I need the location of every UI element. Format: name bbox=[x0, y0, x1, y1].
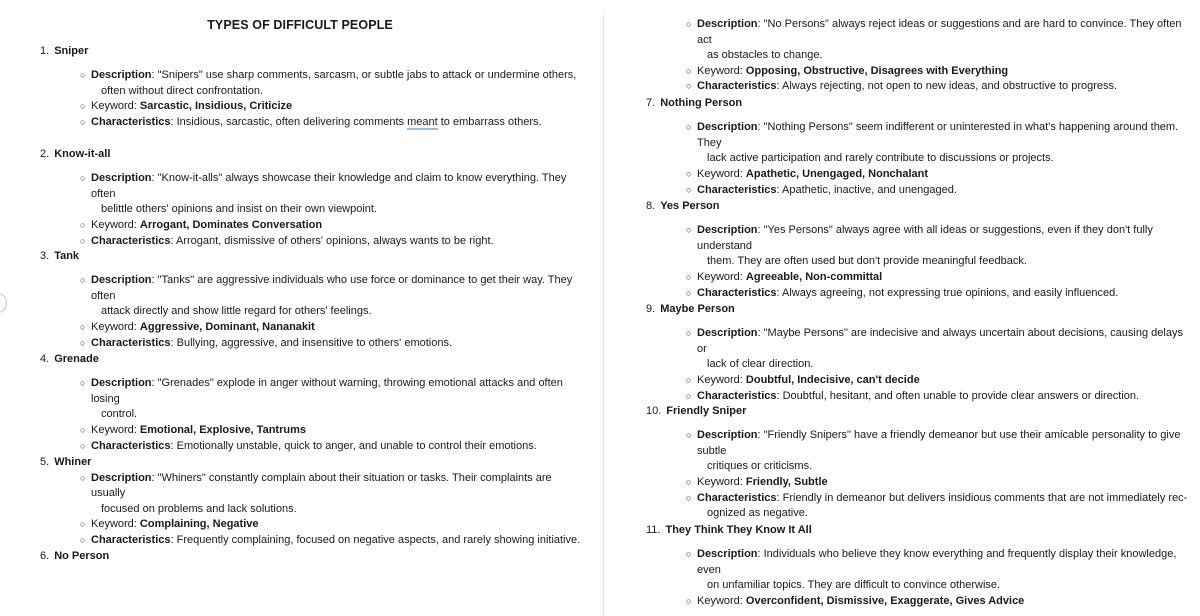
characteristics-item: ○ Characteristics: Bullying, aggressive, and insensitive to others' emotions. bbox=[81, 336, 585, 352]
description-item: ○ Description: "Know-it-alls" always showcase their knowledge and claim to know everything. They often belittle others' opinions and insist on their own viewpoint. bbox=[81, 171, 585, 218]
characteristics-item: ○ Characteristics: Frequently complaining, focused on negative aspects, and rarely showing initiative. bbox=[81, 533, 585, 549]
section-maybe-person bbox=[646, 302, 1194, 404]
section-bullets bbox=[81, 68, 585, 130]
section-bullets bbox=[81, 171, 585, 249]
section-heading: 6. No Person bbox=[40, 550, 110, 562]
section-bullets bbox=[687, 120, 1194, 198]
section-heading: 4. Grenade bbox=[40, 353, 99, 365]
characteristics-item: ○ Characteristics: Always rejecting, not open to new ideas, and obstructive to progress. bbox=[687, 79, 1194, 95]
section-grenade bbox=[40, 352, 585, 454]
description-item: ○ Description: "Tanks" are aggressive individuals who use force or dominance to get their way. They often attack directly and show little regard for others' feelings. bbox=[81, 273, 585, 320]
section-tank bbox=[40, 249, 585, 367]
description-item: ○ Description: Individuals who believe they know everything and frequently display their knowledge, even on unfamiliar topics. They are difficult to convince otherwise. bbox=[687, 547, 1194, 594]
section-heading: 10. Friendly Sniper bbox=[646, 405, 747, 417]
characteristics-item: ○ Characteristics: Emotionally unstable, quick to anger, and unable to control their emotions. bbox=[81, 439, 585, 455]
keyword-item: ○ Keyword: Sarcastic, Insidious, Criticize bbox=[81, 99, 585, 115]
section-heading: 8. Yes Person bbox=[646, 200, 720, 212]
characteristics-item: ○ Characteristics: Insidious, sarcastic, often delivering comments meant to embarrass others. bbox=[81, 115, 585, 131]
document-page-right bbox=[604, 0, 1200, 616]
section-nothing-person bbox=[646, 96, 1194, 198]
section-bullets bbox=[687, 428, 1194, 522]
keyword-item: ○ Keyword: Agreeable, Non-committal bbox=[687, 270, 1194, 286]
keyword-item: ○ Keyword: Opposing, Obstructive, Disagrees with Everything bbox=[687, 64, 1194, 80]
section-heading: 11. They Think They Know It All bbox=[646, 524, 812, 536]
description-item: ○ Description: "Whiners" constantly complain about their situation or tasks. Their complaints are usually focused on problems and lack solutions. bbox=[81, 471, 585, 518]
description-item: ○ Description: "Friendly Snipers" have a friendly demeanor but use their amicable personality to give subtle critiques or criticisms. bbox=[687, 428, 1194, 475]
section-bullets bbox=[687, 326, 1194, 404]
keyword-item: ○ Keyword: Arrogant, Dominates Conversation bbox=[81, 218, 585, 234]
description-item: ○ Description: "Grenades" explode in anger without warning, throwing emotional attacks and often losing control. bbox=[81, 376, 585, 423]
keyword-item: ○ Keyword: Friendly, Subtle bbox=[687, 475, 1194, 491]
keyword-item: ○ Keyword: Emotional, Explosive, Tantrums bbox=[81, 423, 585, 439]
section-know-it-all bbox=[40, 147, 585, 249]
section-yes-person bbox=[646, 199, 1194, 301]
section-bullets bbox=[687, 547, 1194, 609]
section-bullets bbox=[687, 17, 1194, 95]
keyword-item: ○ Keyword: Apathetic, Unengaged, Nonchalant bbox=[687, 167, 1194, 183]
spellcheck-marked-word[interactable]: meant bbox=[407, 115, 438, 128]
section-heading: 2. Know-it-all bbox=[40, 148, 111, 160]
keyword-item: ○ Keyword: Doubtful, Indecisive, can't decide bbox=[687, 373, 1194, 389]
section-sniper bbox=[40, 44, 585, 131]
characteristics-item: ○ Characteristics: Apathetic, inactive, and unengaged. bbox=[687, 183, 1194, 199]
description-item: ○ Description: "Yes Persons" always agree with all ideas or suggestions, even if they don't fully understand them. They are often used but don't provide meaningful feedback. bbox=[687, 223, 1194, 270]
characteristics-item: ○ Characteristics: Always agreeing, not expressing true opinions, and easily influenced. bbox=[687, 286, 1194, 302]
section-heading: 3. Tank bbox=[40, 250, 80, 262]
section-bullets bbox=[81, 376, 585, 454]
keyword-item: ○ Keyword: Complaining, Negative bbox=[81, 517, 585, 533]
section-no-person-heading bbox=[40, 549, 585, 565]
section-heading: 5. Whiner bbox=[40, 456, 92, 468]
description-item: ○ Description: "Maybe Persons" are indecisive and always uncertain about decisions, causing delays or lack of clear direction. bbox=[687, 326, 1194, 373]
section-whiner bbox=[40, 455, 585, 549]
keyword-item: ○ Keyword: Aggressive, Dominant, Nananakit bbox=[81, 320, 585, 336]
section-heading: 1. Sniper bbox=[40, 45, 89, 57]
section-bullets bbox=[81, 471, 585, 549]
description-item: ○ Description: "No Persons" always reject ideas or suggestions and are hard to convince. They often act as obstacles to change. bbox=[687, 17, 1194, 64]
description-item: ○ Description: "Snipers" use sharp comments, sarcasm, or subtle jabs to attack or undermine others, often without direct confrontation. bbox=[81, 68, 585, 99]
characteristics-item: ○ Characteristics: Doubtful, hesitant, and often unable to provide clear answers or direction. bbox=[687, 389, 1194, 405]
document-title: TYPES OF DIFFICULT PEOPLE bbox=[207, 18, 393, 32]
characteristics-item: ○ Characteristics: Friendly in demeanor but delivers insidious comments that are not immediately rec- ognized as negative. bbox=[687, 491, 1194, 522]
section-friendly-sniper bbox=[646, 404, 1194, 522]
section-bullets bbox=[687, 223, 1194, 301]
section-no-person-content bbox=[646, 17, 1194, 95]
characteristics-item: ○ Characteristics: Arrogant, dismissive of others' opinions, always wants to be right. bbox=[81, 234, 585, 250]
keyword-item: ○ Keyword: Overconfident, Dismissive, Exaggerate, Gives Advice bbox=[687, 594, 1194, 610]
section-they-think-they-know-it-all bbox=[646, 523, 1194, 610]
description-item: ○ Description: "Nothing Persons" seem indifferent or uninterested in what's happening around them. They lack active participation and rarely contribute to discussions or projects. bbox=[687, 120, 1194, 167]
section-heading: 7. Nothing Person bbox=[646, 97, 743, 109]
section-heading: 9. Maybe Person bbox=[646, 303, 735, 315]
page-edge-marker bbox=[0, 293, 7, 313]
